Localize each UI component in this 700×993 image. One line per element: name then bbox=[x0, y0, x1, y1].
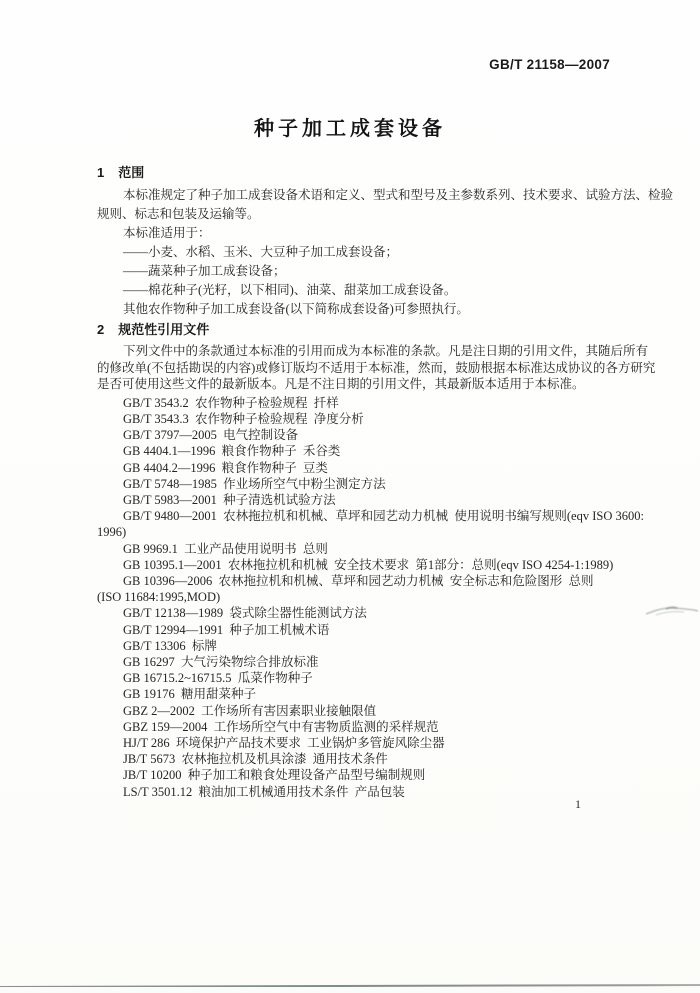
reference-item: LS/T 3501.12 粮油加工机械通用技术条件 产品包装 bbox=[123, 784, 405, 799]
ink-smudge-mark bbox=[644, 599, 700, 623]
section2-number: 2 bbox=[97, 322, 105, 337]
list-item-dash: ——棉花种子(光籽，以下相同)、油菜、甜菜加工成套设备。 bbox=[123, 283, 457, 297]
section2-title: 规范性引用文件 bbox=[118, 322, 210, 337]
reference-item: GB/T 12994—1991 种子加工机械术语 bbox=[123, 622, 330, 637]
paragraph-line: 规则、标志和包装及运输等。 bbox=[97, 207, 260, 221]
section2-intro bbox=[97, 343, 656, 393]
reference-item: GB/T 3797—2005 电气控制设备 bbox=[123, 428, 299, 443]
reference-item: GB 16715.2~16715.5 瓜菜作物种子 bbox=[123, 671, 313, 686]
reference-item: HJ/T 286 环境保护产品技术要求 工业锅炉多管旋风除尘器 bbox=[123, 736, 445, 751]
reference-item: GB/T 13306 标牌 bbox=[123, 638, 217, 653]
references-list bbox=[97, 395, 644, 800]
reference-item: GB/T 3543.2 农作物种子检验规程 扦样 bbox=[123, 395, 339, 410]
reference-item: GB 19176 糖用甜菜种子 bbox=[123, 687, 256, 702]
list-item-dash: ——蔬菜种子加工成套设备； bbox=[123, 264, 286, 278]
paragraph-line: 是否可使用这些文件的最新版本。凡是不注日期的引用文件，其最新版本适用于本标准。 bbox=[97, 377, 585, 392]
reference-item: GBZ 2—2002 工作场所有害因素职业接触限值 bbox=[123, 703, 377, 718]
reference-item: GB/T 3543.3 农作物种子检验规程 净度分析 bbox=[123, 411, 364, 426]
section1-body bbox=[97, 186, 674, 319]
reference-item-continuation: (ISO 11684:1995,MOD) bbox=[97, 590, 221, 605]
paragraph-line: 本标准规定了种子加工成套设备术语和定义、型式和型号及主参数系列、技术要求、试验方法、检验 bbox=[123, 188, 674, 202]
document-body bbox=[97, 163, 674, 800]
reference-item: GB/T 12138—1989 袋式除尘器性能测试方法 bbox=[123, 606, 367, 621]
paragraph-line: 本标准适用于： bbox=[123, 226, 211, 240]
section1-title: 范围 bbox=[118, 165, 145, 180]
reference-item: JB/T 5673 农林拖拉机及机具涂漆 通用技术条件 bbox=[123, 752, 388, 767]
reference-item: GB 16297 大气污染物综合排放标准 bbox=[123, 655, 319, 670]
reference-item-continuation: 1996) bbox=[97, 525, 127, 540]
standard-code: GB/T 21158—2007 bbox=[489, 57, 610, 72]
page-number: 1 bbox=[575, 797, 581, 811]
scan-background bbox=[0, 987, 700, 993]
reference-item: GB/T 9480—2001 农林拖拉机和机械、草坪和园艺动力机械 使用说明书编写规则(eqv ISO 3600: bbox=[123, 509, 644, 524]
list-item-dash: ——小麦、水稻、玉米、大豆种子加工成套设备； bbox=[123, 245, 399, 259]
paragraph-line: 其他农作物种子加工成套设备(以下简称成套设备)可参照执行。 bbox=[123, 302, 469, 316]
reference-item: GB 10396—2006 农林拖拉机和机械、草坪和园艺动力机械 安全标志和危险图形 总则 bbox=[123, 574, 594, 589]
document-title: 种子加工成套设备 bbox=[254, 118, 446, 140]
section1-heading bbox=[97, 163, 613, 183]
section2-heading bbox=[97, 320, 613, 340]
reference-item: GB 9969.1 工业产品使用说明书 总则 bbox=[123, 541, 328, 556]
reference-item: GBZ 159—2004 工作场所空气中有害物质监测的采样规范 bbox=[123, 719, 439, 734]
paragraph-line: 的修改单(不包括勘误的内容)或修订版均不适用于本标准，然而，鼓励根据本标准达成协议的各方研究 bbox=[97, 360, 656, 375]
reference-item: GB/T 5748—1985 作业场所空气中粉尘测定方法 bbox=[123, 476, 386, 491]
reference-item: GB 10395.1—2001 农林拖拉机和机械 安全技术要求 第1部分：总则(eqv ISO 4254-1:1989) bbox=[123, 557, 614, 572]
reference-item: GB 4404.1—1996 粮食作物种子 禾谷类 bbox=[123, 444, 341, 459]
reference-item: GB 4404.2—1996 粮食作物种子 豆类 bbox=[123, 460, 328, 475]
section1-number: 1 bbox=[97, 165, 105, 180]
reference-item: JB/T 10200 种子加工和粮食处理设备产品型号编制规则 bbox=[123, 768, 426, 783]
paragraph-line: 下列文件中的条款通过本标准的引用而成为本标准的条款。凡是注日期的引用文件，其随后所有 bbox=[123, 344, 649, 358]
reference-item: GB/T 5983—2001 种子清选机试验方法 bbox=[123, 493, 336, 507]
